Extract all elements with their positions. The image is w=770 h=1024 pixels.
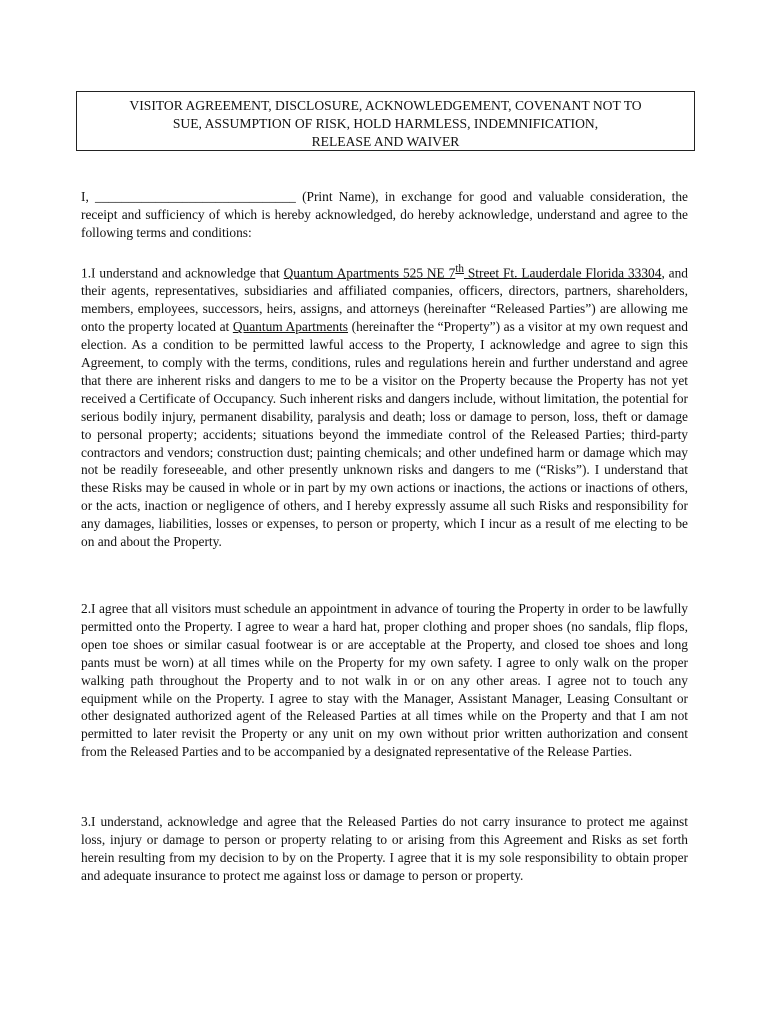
clause-2-number: 2. [81, 601, 92, 616]
clause-1-text-b: , and their agents, representatives, subsidiaries and affiliated companies, officers, directors, partners, shareholders, members, employees, successors, heirs, assigns, and attorneys (hereinafter “Released Parties”) are allowing me onto the property located at [81, 265, 688, 335]
intro-prefix: I, [81, 189, 96, 204]
title-line-3: RELEASE AND WAIVER [311, 134, 460, 149]
clause-2 [81, 600, 688, 761]
clause-3 [81, 813, 688, 885]
title-line-1: VISITOR AGREEMENT, DISCLOSURE, ACKNOWLEDGEMENT, COVENANT NOT TO [129, 98, 642, 113]
property-address-superscript: th [455, 263, 464, 275]
intro-text: (Print Name), in exchange for good and valuable consideration, the receipt and sufficiency of which is hereby acknowledged, do hereby acknowledge, understand and agree to the following terms and conditions: [81, 189, 688, 240]
clause-1-text-c: (hereinafter the “Property”) as a visitor at my own request and election. As a condition to be permitted lawful access to the Property, I acknowledge and agree to sign this Agreement, to comply with the terms, conditions, rules and regulations herein and further understand and agree that there are inherent risks and dangers to me to be a visitor on the Property because the Property has not yet received a Certificate of Occupancy. Such inherent risks and dangers include, without limitation, the potential for serious bodily injury, permanent disability, paralysis and death; loss or damage to person, loss, theft or damage to personal property; accidents; situations beyond the immediate control of the Released Parties; third-party contractors and vendors; construction dust; painting chemicals; and other undefined harm or damage which may not be readily foreseeable, and other presently unknown risks and dangers to me (“Risks”). I understand that these Risks may be caused in whole or in part by my own actions or inactions, the actions or inactions of others, or the acts, inaction or negligence of others, and I hereby expressly assume all such Risks and responsibility for any damages, liabilities, losses or expenses, to person or property, which I incur as a result of me electing to be on and about the Property. [81, 319, 688, 550]
clause-1-text-a: I understand and acknowledge that [91, 265, 284, 281]
property-name: Quantum Apartments [232, 319, 349, 335]
clause-2-text: I agree that all visitors must schedule an appointment in advance of touring the Property in order to be lawfully permitted onto the Property. I agree to wear a hard hat, proper clothing and proper shoes (no sandals, flip flops, open toe shoes or similar casual footwear is or are acceptable at the Property, and closed toe shoes and long pants must be worn) at all times while on the Property for my own safety. I agree to only walk on the proper walking path throughout the Property and to not walk in or on any other areas. I agree not to touch any equipment while on the Property. I agree to stay with the Manager, Assistant Manager, Leasing Consultant or other designated authorized agent of the Released Parties at all times while on the Property and that I am not permitted to later revisit the Property or any unit on my own without prior written authorization and consent from the Released Parties and to be accompanied by a designated representative of the Release Parties. [81, 601, 688, 760]
property-address-part-2: Street Ft. Lauderdale Florida 33304 [464, 265, 662, 281]
property-address-part-1: Quantum Apartments 525 NE 7 [283, 265, 456, 281]
clause-3-text: I understand, acknowledge and agree that the Released Parties do not carry insurance to protect me against loss, injury or damage to person or property relating to or arising from this Agreement and Risks as set forth herein resulting from my decision to by on the Property. I agree that it is my sole responsibility to obtain proper and adequate insurance to protect me against loss or damage to person or property. [81, 814, 688, 883]
clause-1 [81, 261, 688, 551]
intro-paragraph [81, 188, 688, 242]
document-title-box [76, 91, 695, 151]
title-line-2: SUE, ASSUMPTION OF RISK, HOLD HARMLESS, INDEMNIFICATION, [172, 116, 599, 131]
clause-3-number: 3. [81, 814, 92, 829]
print-name-blank[interactable]: ______________________________ [95, 189, 296, 204]
clause-1-number: 1. [81, 265, 92, 281]
